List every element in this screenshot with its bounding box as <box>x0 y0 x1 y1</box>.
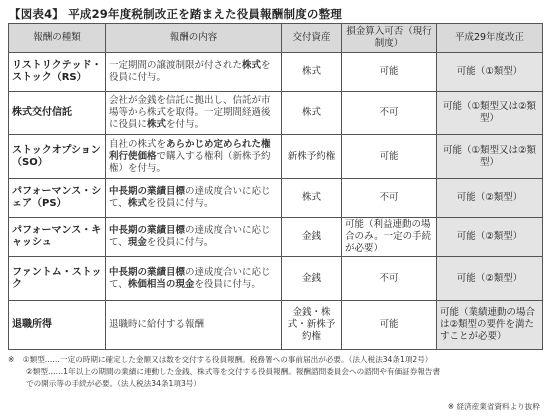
row-content <box>106 91 282 135</box>
row-deductible: 不可 <box>342 257 437 301</box>
row-content <box>106 135 282 179</box>
content-text: の達成度合いに応じて、 <box>109 185 271 209</box>
content-text: を役員に付与。 <box>146 237 214 249</box>
content-emphasis: 株式 <box>147 119 167 130</box>
table-row <box>9 135 543 179</box>
content-emphasis: 株式 <box>242 59 262 71</box>
content-text: を役員に付与。 <box>146 197 214 209</box>
header-type: 報酬の種類 <box>9 24 106 53</box>
content-emphasis: 現金 <box>127 237 147 249</box>
row-type: ファントム・ストック <box>9 257 106 301</box>
content-emphasis: 株式 <box>127 197 147 209</box>
row-reform: 可能（①類型又は②類型） <box>437 135 543 179</box>
row-asset: 金銭・株式・新株予約権 <box>282 301 342 350</box>
content-text: の達成度合いに応じて、 <box>109 225 271 249</box>
row-deductible: 可能（利益連動の場合のみ。一定の手続が必要） <box>342 217 437 257</box>
content-text: で購入する権利（新株予約権）を付与。 <box>109 150 271 174</box>
row-asset: 金銭 <box>282 217 342 257</box>
row-content <box>106 301 282 350</box>
footnote-line-2: ②類型……1年以上の期間の業績に連動した金銭、株式等を交付する役員報酬。報酬諮問委員会への諮問や有価証券報告書 <box>26 367 441 376</box>
table-row <box>9 91 543 135</box>
row-type: パフォーマンス・シェア（PS） <box>9 179 106 218</box>
table-header-row <box>9 24 543 53</box>
row-content <box>106 53 282 92</box>
row-deductible: 不可 <box>342 179 437 218</box>
row-content <box>106 257 282 301</box>
footnotes <box>8 354 544 390</box>
content-emphasis: あらかじめ定められた権利行使価格 <box>109 138 271 162</box>
table-row <box>9 217 543 257</box>
content-emphasis: 中長期の業績目標 <box>109 266 186 278</box>
row-asset: 株式 <box>282 53 342 92</box>
content-text: 退職時に給付する報酬 <box>109 319 205 331</box>
header-reform: 平成29年度改正 <box>437 24 543 53</box>
content-text: 会社が金銭を信託に拠出し、信託が市場等から株式を取得。一定期間経過後に役員に <box>109 95 271 130</box>
row-type: リストリクテッド・ストック（RS） <box>9 53 106 92</box>
footnote-line-3: での開示等の手続が必要。（法人税法34条1項3号） <box>26 379 201 388</box>
row-deductible: 可能 <box>342 135 437 179</box>
figure-title: 【図表4】 平成29年度税制改正を踏まえた役員報酬制度の整理 <box>9 7 343 21</box>
row-asset: 新株予約権 <box>282 135 342 179</box>
compensation-table <box>8 23 543 350</box>
table-row <box>9 53 543 92</box>
row-deductible: 可能 <box>342 53 437 92</box>
row-reform: 可能（②類型） <box>437 179 543 218</box>
content-emphasis: 株価相当の現金 <box>127 278 195 290</box>
footnote-line-1: ①類型……一定の時期に確定した金額又は数を交付する役員報酬。税務署への事前届出が必要。（法人税法34条1項2号） <box>22 355 433 364</box>
content-text: の達成度合いに応じて、 <box>109 266 271 290</box>
content-text: を役員に付与。 <box>194 278 261 290</box>
header-deductible: 損金算入可否（現行制度） <box>342 24 437 53</box>
row-asset: 株式 <box>282 91 342 135</box>
table-row <box>9 179 543 218</box>
row-reform: 可能（②類型） <box>437 257 543 301</box>
content-text: を付与。 <box>166 119 205 130</box>
row-reform: 可能（②類型） <box>437 217 543 257</box>
source-note: ※ 経済産業省資料より抜粋 <box>447 402 540 411</box>
content-text: 自社の株式を <box>109 138 167 150</box>
content-emphasis: 中長期の業績目標 <box>109 185 186 197</box>
row-type: 株式交付信託 <box>9 91 106 135</box>
row-asset: 金銭 <box>282 257 342 301</box>
row-type: パフォーマンス・キャッシュ <box>9 217 106 257</box>
row-content <box>106 179 282 218</box>
content-text: を役員に付与。 <box>109 59 271 83</box>
row-type: ストックオプション（SO） <box>9 135 106 179</box>
row-type: 退職所得 <box>9 301 106 350</box>
header-asset: 交付資産 <box>282 24 342 53</box>
row-content <box>106 217 282 257</box>
row-reform: 可能（業績連動の場合は②類型の要件を満たすことが必要） <box>437 301 543 350</box>
table-row <box>9 257 543 301</box>
row-deductible: 可能 <box>342 301 437 350</box>
row-deductible: 不可 <box>342 91 437 135</box>
row-reform: 可能（①類型） <box>437 53 543 92</box>
footnote-1 <box>8 354 544 366</box>
table-row <box>9 301 543 350</box>
header-content: 報酬の内容 <box>106 24 282 53</box>
footnote-mark: ※ <box>8 355 15 364</box>
row-asset: 株式 <box>282 179 342 218</box>
row-reform: 可能（①類型又は②類型） <box>437 91 543 135</box>
content-text: 一定期間の譲渡制限が付された <box>109 59 243 71</box>
content-emphasis: 中長期の業績目標 <box>109 225 186 237</box>
